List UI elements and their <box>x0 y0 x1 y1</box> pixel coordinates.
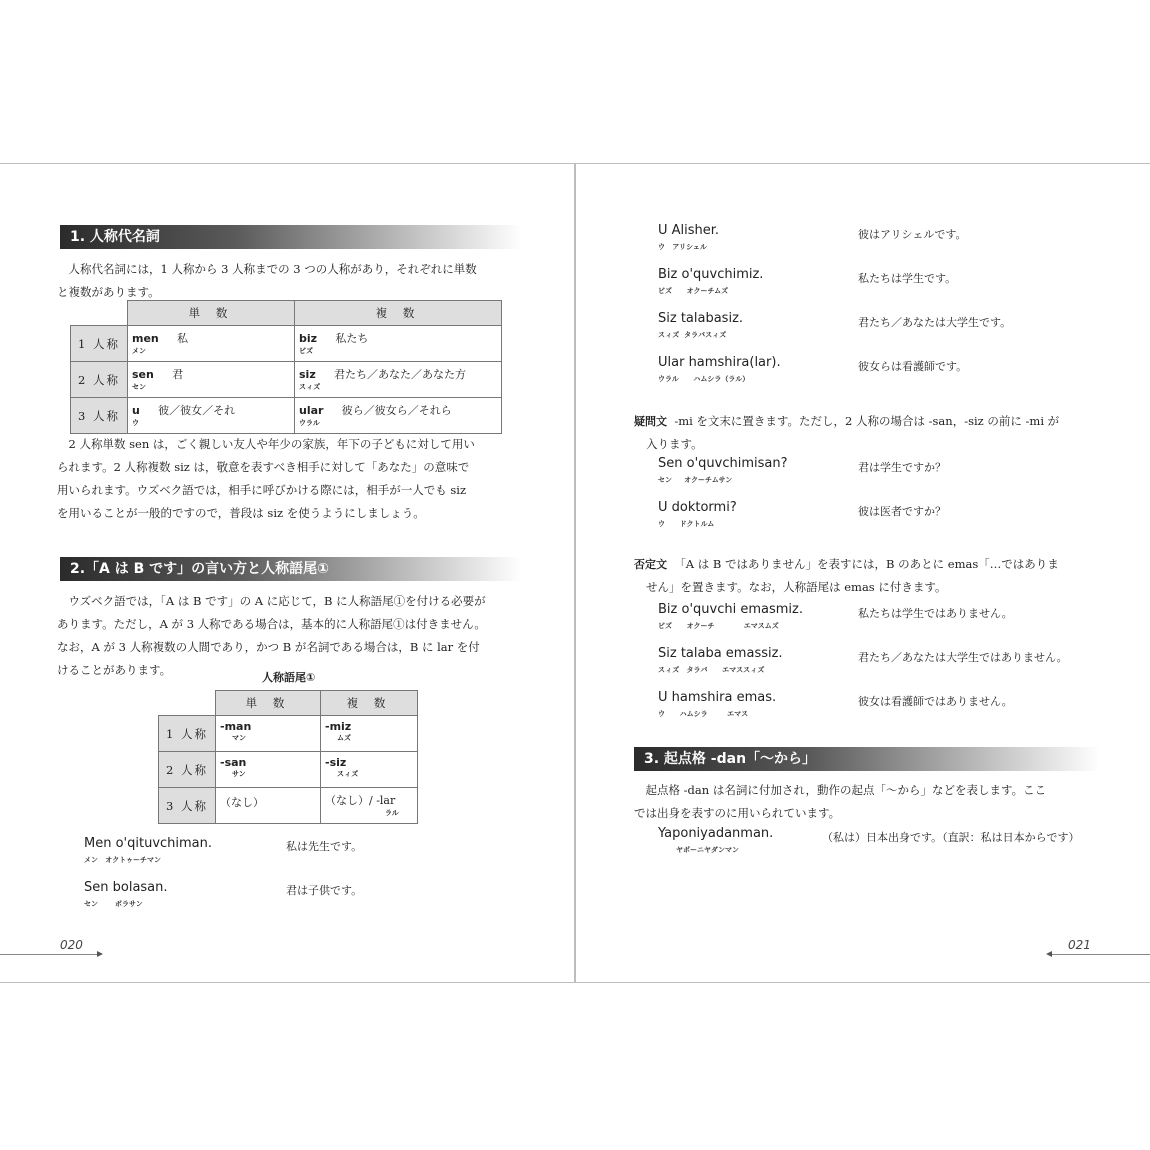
cell-singular: -man マン <box>216 716 321 752</box>
folio-rule <box>0 954 98 955</box>
suffix-table-title: 人称語尾① <box>262 671 316 684</box>
example-kana: ビズ オクーチムズ <box>658 287 729 295</box>
section2-heading: 2.「A は B です」の言い方と人称語尾① <box>60 557 522 581</box>
example-uzbek: Biz o'quvchimiz. <box>658 267 764 282</box>
col-plural: 複 数 <box>295 301 502 326</box>
example-japanese: 君たち／あなたは大学生ではありません。 <box>858 651 1068 664</box>
example-kana: ヤポーニヤダンマン <box>676 846 739 854</box>
page-number: 020 <box>60 938 83 952</box>
example-kana: ウラル ハムシラ（ラル） <box>658 375 750 383</box>
example-uzbek: U Alisher. <box>658 223 720 238</box>
intro-line: なお，A が 3 人称複数の人間であり，かつ B が名詞である場合は，B に lar を付 <box>57 640 480 654</box>
example-uzbek: Sen bolasan. <box>84 880 168 895</box>
cell-plural: -siz スィズ <box>321 752 418 788</box>
intro-line: けることがあります。 <box>57 663 172 677</box>
example-japanese: 彼は医者ですか？ <box>858 505 946 518</box>
example-japanese: 彼女らは看護師です。 <box>858 360 968 373</box>
table-row <box>159 716 418 752</box>
example-kana: セン オクーチムサン <box>658 476 733 484</box>
cell-singular: -san サン <box>216 752 321 788</box>
example-kana: セン ボラサン <box>84 900 143 908</box>
page-number: 021 <box>1068 938 1091 952</box>
section1-note <box>57 433 519 525</box>
cell-singular: men 私 メン <box>128 326 295 362</box>
section3-line: では出身を表すのに用いられています。 <box>634 806 841 820</box>
section3-body <box>634 779 1096 825</box>
cell-plural: siz 君たち／あなた／あなた方 スィズ <box>295 362 502 398</box>
example-kana: ウ ドクトルム <box>658 520 715 528</box>
example-uzbek: Biz o'quvchi emasmiz. <box>658 602 803 617</box>
section1-intro-line: 人称代名詞には，1 人称から 3 人称までの 3 つの人称があり，それぞれに単数 <box>68 262 477 276</box>
example-kana: ウ アリシェル <box>658 243 707 251</box>
example-uzbek: U doktormi? <box>658 500 737 515</box>
row-person: 1 人称 <box>159 716 216 752</box>
example-uzbek: U hamshira emas. <box>658 690 777 705</box>
table-row <box>71 362 502 398</box>
example-kana: メン オクトゥーチマン <box>84 856 161 864</box>
section3-line: 起点格 -dan は名詞に付加され，動作の起点「～から」などを表します。ここ <box>645 783 1047 797</box>
cell-plural: ular 彼ら／彼女ら／それら ウラル <box>295 398 502 434</box>
negative-line: せん」を置きます。なお，人称語尾は emas に付きます。 <box>646 580 947 594</box>
arrow-right-icon <box>97 951 103 957</box>
example-japanese: 君は学生ですか？ <box>858 461 946 474</box>
example-japanese: 私たちは学生です。 <box>858 272 957 285</box>
note-line: 2 人称単数 sen は，ごく親しい友人や年少の家族，年下の子どもに対して用い <box>68 437 475 451</box>
example-uzbek: Siz talaba emassiz. <box>658 646 783 661</box>
example-kana: スィズ タラバ エマススィズ <box>658 666 765 674</box>
folio-rule <box>1052 954 1150 955</box>
example-uzbek: Ular hamshira(lar). <box>658 355 781 370</box>
cell-plural: （なし）/ -lar ラル <box>321 788 418 824</box>
section3-heading: 3. 起点格 -dan「～から」 <box>634 747 1100 771</box>
example-japanese: 彼女は看護師ではありません。 <box>858 695 1013 708</box>
cell-plural: -miz ムズ <box>321 716 418 752</box>
example-kana: ウ ハムシラ エマス <box>658 710 749 718</box>
cell-singular: （なし） <box>216 788 321 824</box>
note-line: を用いることが一般的ですので，普段は siz を使うようにしましょう。 <box>57 506 425 520</box>
example-uzbek: Yaponiyadanman. <box>658 826 774 841</box>
question-label: 疑問文 <box>634 415 667 428</box>
example-kana: ビズ オクーチ エマスムズ <box>658 622 779 630</box>
note-line: られます。2 人称複数 siz は，敬意を表すべき相手に対して「あなた」の意味で <box>57 460 470 474</box>
col-singular: 単 数 <box>216 691 321 716</box>
note-line: 用いられます。ウズベク語では，相手に呼びかける際には，相手が一人でも siz <box>57 483 467 497</box>
example-japanese: 私たちは学生ではありません。 <box>858 607 1013 620</box>
example-japanese: 君たち／あなたは大学生です。 <box>858 316 1012 329</box>
col-singular: 単 数 <box>128 301 295 326</box>
cell-singular: u 彼／彼女／それ ウ <box>128 398 295 434</box>
cell-plural: biz 私たち ビズ <box>295 326 502 362</box>
suffix-table <box>158 690 418 824</box>
section1-intro-line: と複数があります。 <box>57 285 160 299</box>
example-japanese: 私は先生です。 <box>286 840 363 853</box>
row-person: 3 人称 <box>159 788 216 824</box>
intro-line: ウズベク語では，「A は B です」の A に応じて，B に人称語尾①を付ける必要が <box>68 594 486 608</box>
example-japanese: 君は子供です。 <box>286 884 363 897</box>
row-person: 1 人称 <box>71 326 128 362</box>
row-person: 2 人称 <box>71 362 128 398</box>
intro-line: あります。ただし，A が 3 人称である場合は，基本的に人称語尾①は付きません。 <box>57 617 486 631</box>
cell-singular: sen 君 セン <box>128 362 295 398</box>
example-japanese: （私は）日本出身です。（直訳：私は日本からです） <box>822 831 1080 844</box>
question-rule: 疑問文 -mi を文末に置きます。ただし，2 人称の場合は -san，-siz の前に -mi が 入ります。 <box>634 410 1104 456</box>
example-japanese: 彼はアリシェルです。 <box>858 228 967 241</box>
table-row <box>71 326 502 362</box>
arrow-left-icon <box>1046 951 1052 957</box>
section1-heading: 1. 人称代名詞 <box>60 225 522 249</box>
example-uzbek: Siz talabasiz. <box>658 311 744 326</box>
example-uzbek: Men o'qituvchiman. <box>84 836 213 851</box>
example-kana: スィズ タラバスィズ <box>658 331 727 339</box>
example-uzbek: Sen o'quvchimisan? <box>658 456 788 471</box>
section1-intro <box>57 258 519 304</box>
pronoun-table <box>70 300 502 434</box>
col-plural: 複 数 <box>321 691 418 716</box>
negative-rule: 否定文 「A は B ではありません」を表すには，B のあとに emas「…ではありま せん」を置きます。なお，人称語尾は emas に付きます。 <box>634 553 1104 599</box>
table-row <box>159 752 418 788</box>
row-person: 3 人称 <box>71 398 128 434</box>
row-person: 2 人称 <box>159 752 216 788</box>
negative-label: 否定文 <box>634 558 667 571</box>
table-row <box>71 398 502 434</box>
question-line: 入ります。 <box>646 437 703 451</box>
table-row <box>159 788 418 824</box>
